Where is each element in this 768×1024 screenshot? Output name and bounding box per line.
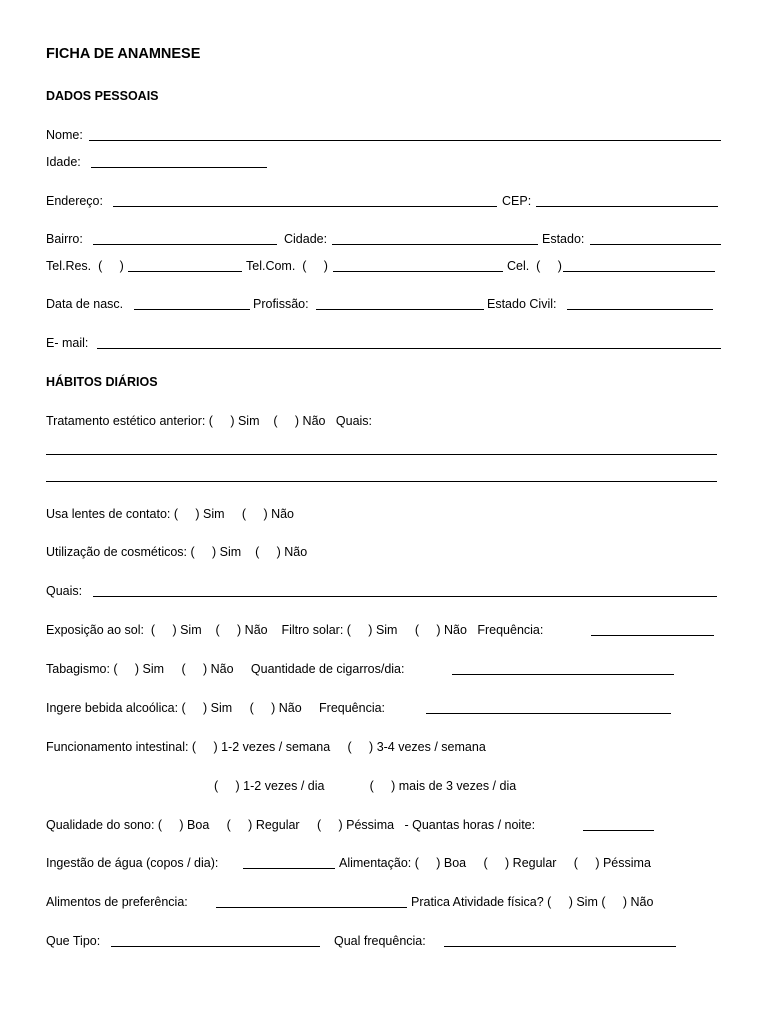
- page-title: FICHA DE ANAMNESE: [46, 46, 201, 62]
- tratamento-quais-line-2[interactable]: [46, 481, 717, 482]
- intestinal-question-1: Funcionamento intestinal: ( ) 1-2 vezes / semana ( ) 3-4 vezes / semana: [46, 740, 486, 754]
- telcom-field[interactable]: [333, 271, 503, 272]
- email-field[interactable]: [97, 348, 721, 349]
- agua-field[interactable]: [243, 868, 335, 869]
- tipo-field[interactable]: [111, 946, 320, 947]
- alimentacao-question: Alimentação: ( ) Boa ( ) Regular ( ) Péssima: [339, 856, 651, 870]
- lentes-question: Usa lentes de contato: ( ) Sim ( ) Não: [46, 507, 295, 521]
- nasc-field[interactable]: [134, 309, 250, 310]
- bairro-label: Bairro:: [46, 232, 83, 246]
- section-title-personal: DADOS PESSOAIS: [46, 89, 159, 103]
- sono-horas-field[interactable]: [583, 830, 654, 831]
- nasc-label: Data de nasc.: [46, 297, 124, 311]
- bebida-frequencia-field[interactable]: [426, 713, 671, 714]
- tratamento-question: Tratamento estético anterior: ( ) Sim ( ) Não Quais:: [46, 414, 373, 428]
- telres-label: Tel.Res. ( ): [46, 259, 124, 273]
- cosmeticos-question: Utilização de cosméticos: ( ) Sim ( ) Não: [46, 545, 308, 559]
- tratamento-quais-line-1[interactable]: [46, 454, 717, 455]
- tipo-label: Que Tipo:: [46, 934, 101, 948]
- cel-label: Cel. ( ): [507, 259, 562, 273]
- telcom-label: Tel.Com. ( ): [246, 259, 328, 273]
- endereco-label: Endereço:: [46, 194, 103, 208]
- cigarros-field[interactable]: [452, 674, 674, 675]
- sol-frequencia-field[interactable]: [591, 635, 714, 636]
- tabagismo-question: Tabagismo: ( ) Sim ( ) Não Quantidade de cigarros/dia:: [46, 662, 405, 676]
- preferencia-label: Alimentos de preferência:: [46, 895, 188, 909]
- bebida-question: Ingere bebida alcoólica: ( ) Sim ( ) Não Frequência:: [46, 701, 386, 715]
- cidade-label: Cidade:: [284, 232, 328, 246]
- endereco-field[interactable]: [113, 206, 497, 207]
- estado-field[interactable]: [590, 244, 721, 245]
- idade-label: Idade:: [46, 155, 81, 169]
- sol-question: Exposição ao sol: ( ) Sim ( ) Não Filtro solar: ( ) Sim ( ) Não Frequência:: [46, 623, 544, 637]
- bairro-field[interactable]: [93, 244, 277, 245]
- idade-field[interactable]: [91, 167, 267, 168]
- nome-label: Nome:: [46, 128, 83, 142]
- telres-field[interactable]: [128, 271, 242, 272]
- civil-label: Estado Civil:: [487, 297, 557, 311]
- cep-label: CEP:: [502, 194, 532, 208]
- quais-field[interactable]: [93, 596, 717, 597]
- quais-label: Quais:: [46, 584, 83, 598]
- estado-label: Estado:: [542, 232, 585, 246]
- frequencia-label: Qual frequência:: [334, 934, 426, 948]
- cep-field[interactable]: [536, 206, 718, 207]
- email-label: E- mail:: [46, 336, 89, 350]
- sono-question: Qualidade do sono: ( ) Boa ( ) Regular ( ) Péssima - Quantas horas / noite:: [46, 818, 536, 832]
- section-title-habits: HÁBITOS DIÁRIOS: [46, 375, 158, 389]
- nome-field[interactable]: [89, 140, 721, 141]
- civil-field[interactable]: [567, 309, 713, 310]
- agua-question: Ingestão de água (copos / dia):: [46, 856, 219, 870]
- cidade-field[interactable]: [332, 244, 538, 245]
- profissao-label: Profissão:: [253, 297, 309, 311]
- profissao-field[interactable]: [316, 309, 484, 310]
- atividade-question: Pratica Atividade física? ( ) Sim ( ) Não: [411, 895, 654, 909]
- preferencia-field[interactable]: [216, 907, 407, 908]
- frequencia-field[interactable]: [444, 946, 676, 947]
- cel-field[interactable]: [563, 271, 715, 272]
- intestinal-question-2: ( ) 1-2 vezes / dia ( ) mais de 3 vezes / dia: [214, 779, 517, 793]
